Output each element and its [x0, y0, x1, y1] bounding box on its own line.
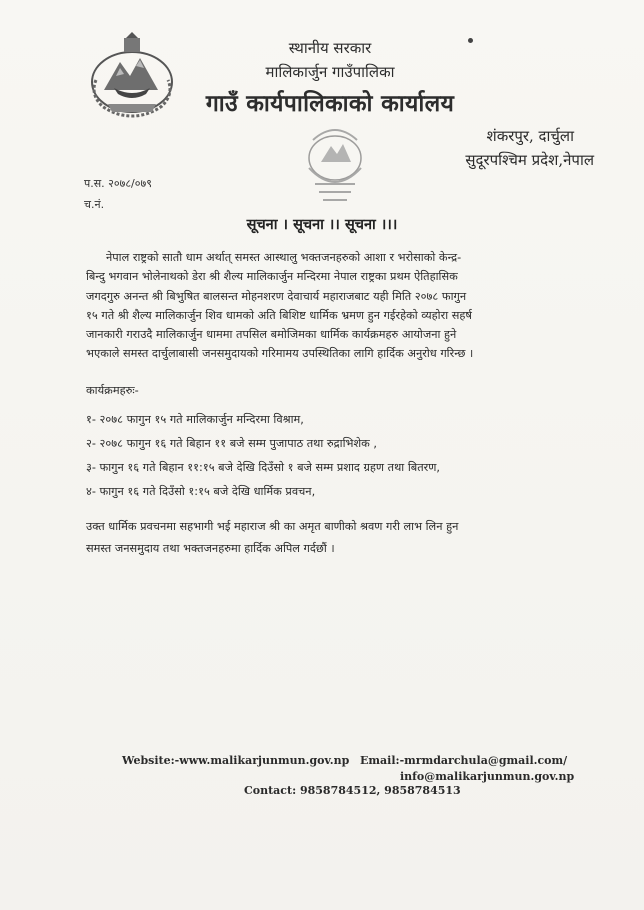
programs-list: [86, 408, 440, 504]
body-line: जगदगुरु अनन्त श्री बिभुषित बालसन्त मोहनशरण देवाचार्य महाराजबाट यही मिति २०७८ फागुन: [86, 289, 467, 303]
header-local-government: स्थानीय सरकार: [288, 39, 372, 57]
footer-email-secondary: info@malikarjunmun.gov.np: [400, 770, 575, 783]
body-line: नेपाल राष्ट्रको सातौ धाम अर्थात् समस्त आस्थालु भक्तजनहरुको आशा र भरोसाको केन्द्र-: [106, 251, 462, 264]
header-office: गाउँ कार्यपालिकाको कार्यालय: [205, 90, 455, 117]
notice-title: सूचना । सूचना ।। सूचना ।।।: [246, 216, 398, 233]
body-line: १५ गते श्री शैल्य मालिकार्जुन शिव धामको अति बिशिष्ट धार्मिक भ्रमण हुन गईरहेको व्यहोरा सहर्ष: [86, 308, 472, 322]
closing-line: उक्त धार्मिक प्रवचनमा सहभागी भई महाराज श्री का अमृत बाणीको श्रवण गरी लाभ लिन हुन: [86, 520, 459, 533]
footer-website: Website:-www.malikarjunmun.gov.np: [122, 754, 350, 767]
header-municipality: मालिकार्जुन गाउँपालिका: [265, 63, 395, 81]
footer-contact: Contact: 9858784512, 9858784513: [244, 784, 461, 797]
closing-line: समस्त जनसमुदाय तथा भक्तजनहरुमा हार्दिक अपिल गर्दछौं ।: [86, 542, 335, 555]
body-line: जानकारी गराउदै मालिकार्जुन धाममा तपसिल बमोजिमका धार्मिक कार्यक्रमहरु आयोजना हुने: [86, 328, 457, 342]
body-line: बिन्दु भगवान भोलेनाथको डेरा श्री शैल्य मालिकार्जुन मन्दिरमा नेपाल राष्ट्रका प्रथम ऐतिहासिक: [86, 270, 458, 284]
program-item: २- २०७८ फागुन १६ गते बिहान ११ बजे सम्म पुजापाठ तथा रुद्राभिशेक ,: [86, 437, 377, 450]
notice-body: [86, 248, 596, 364]
closing-paragraph: [86, 516, 458, 560]
dispatch-number: च.नं.: [84, 198, 105, 211]
place-address: शंकरपुर, दार्चुला: [486, 127, 574, 145]
program-item: ३- फागुन १६ गते बिहान ११:१५ बजे देखि दिउँसो १ बजे सम्म प्रशाद ग्रहण तथा बितरण,: [86, 461, 441, 474]
program-item: १- २०७८ फागुन १५ गते मालिकार्जुन मन्दिरमा विश्राम,: [86, 413, 304, 426]
nepal-emblem-icon: [86, 32, 178, 120]
footer-email-primary: Email:-mrmdarchula@gmail.com/: [360, 754, 568, 767]
program-item: ४- फागुन १६ गते दिउँसो १:१५ बजे देखि धार्मिक प्रवचन,: [86, 485, 316, 498]
body-line: भएकाले समस्त दार्चुलाबासी जनसमुदायको गरिमामय उपस्थितिका लागि हार्दिक अनुरोध गरिन्छ ।: [86, 347, 474, 361]
reference-number: प.स. २०७८/०७९: [84, 177, 152, 190]
office-seal-icon: [285, 118, 385, 208]
place-province: सुदूरपश्चिम प्रदेश,नेपाल: [465, 151, 594, 169]
programs-label: कार्यक्रमहरुः-: [86, 384, 139, 397]
